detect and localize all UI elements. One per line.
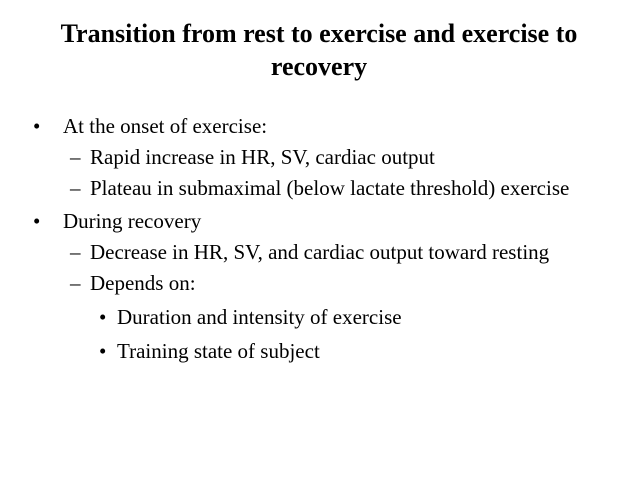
bullet-text: At the onset of exercise: [63, 114, 268, 138]
sub-bullet-text: Decrease in HR, SV, and cardiac output toward resting [90, 240, 550, 264]
sub-bullet-text: Depends on: [90, 271, 196, 295]
sub-bullet-item [70, 271, 590, 295]
bullet-marker: • [99, 305, 107, 329]
sub-bullet-item [70, 176, 590, 200]
bullet-marker: • [99, 339, 107, 363]
bullet-item [33, 209, 603, 233]
bullet-text: During recovery [63, 209, 202, 233]
dash-marker: – [70, 176, 81, 200]
sub-sub-bullet-item [99, 339, 587, 363]
sub-sub-bullet-text: Training state of subject [117, 339, 320, 363]
sub-sub-bullet-item [99, 305, 587, 329]
sub-bullet-text: Rapid increase in HR, SV, cardiac output [90, 145, 435, 169]
dash-marker: – [70, 145, 81, 169]
bullet-marker: • [33, 114, 41, 138]
dash-marker: – [70, 271, 81, 295]
bullet-marker: • [33, 209, 41, 233]
bullet-item [33, 114, 603, 138]
sub-sub-bullet-text: Duration and intensity of exercise [117, 305, 402, 329]
bullet-list [0, 114, 638, 363]
slide-title: Transition from rest to exercise and exercise to recovery [60, 19, 578, 81]
dash-marker: – [70, 240, 81, 264]
sub-bullet-item [70, 240, 590, 264]
sub-bullet-text: Plateau in submaximal (below lactate threshold) exercise [90, 176, 570, 200]
sub-bullet-item [70, 145, 590, 169]
